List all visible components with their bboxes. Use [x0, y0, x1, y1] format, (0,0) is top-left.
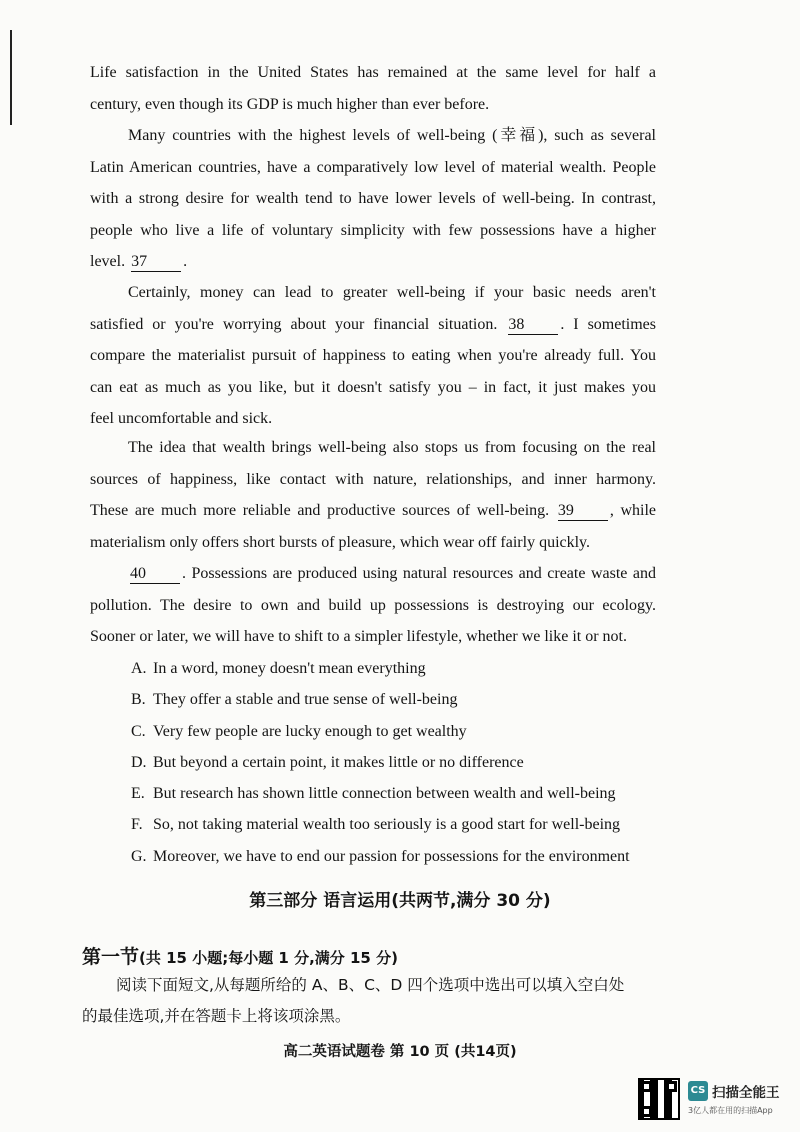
camscanner-tagline: 3亿人都在用的扫描App	[688, 1106, 773, 1115]
blank-40: 40	[130, 565, 180, 584]
passage-paragraph-3	[90, 277, 656, 435]
blank-39: 39	[558, 502, 608, 521]
text-segment: . Possessions are produced using natural resources and create waste and	[182, 565, 656, 582]
margin-mark	[10, 30, 12, 125]
camscanner-logo-icon: CS	[688, 1081, 708, 1101]
passage-line: Sooner or later, we will have to shift to a simpler lifestyle, whether we like it or not.	[90, 628, 627, 645]
option-letter: B.	[131, 691, 146, 709]
passage-paragraph-4	[90, 432, 656, 558]
passage-line: century, even though its GDP is much higher than ever before.	[90, 95, 490, 113]
passage-paragraph-1	[90, 57, 656, 120]
passage-line: materialism only offers short bursts of pleasure, which wear off fairly quickly.	[90, 533, 591, 551]
option-letter: G.	[131, 847, 147, 865]
option-text: So, not taking material wealth too seriously is a good start for well-being	[153, 816, 621, 834]
passage-line: Certainly, money can lead to greater well-being if your basic needs aren't	[128, 284, 656, 301]
blank-38: 38	[508, 316, 558, 335]
instruction-line-2: 的最佳选项,并在答题卡上将该项涂黑。	[82, 1007, 351, 1025]
text-segment: level.	[90, 253, 126, 270]
passage-paragraph-5	[90, 558, 656, 653]
section-label: 第一节	[82, 946, 140, 968]
passage-line: feel uncomfortable and sick.	[90, 410, 273, 427]
passage-line: The idea that wealth brings well-being also stops us from focusing on the real	[128, 439, 656, 456]
option-text: Very few people are lucky enough to get wealthy	[153, 722, 467, 740]
text-segment: These are much more reliable and productive sources of well-being.	[90, 502, 550, 519]
option-text: In a word, money doesn't mean everything	[153, 660, 426, 677]
option-g	[131, 841, 691, 872]
option-letter: F.	[131, 816, 143, 834]
section-heading	[82, 942, 398, 969]
option-letter: C.	[131, 722, 146, 740]
option-b	[131, 684, 691, 715]
passage-line: can eat as much as you like, but it doesn't satisfy you – in fact, it just makes you	[90, 378, 656, 396]
passage-line: compare the materialist pursuit of happiness to eating when you're already full. You	[90, 347, 656, 364]
passage-line: pollution. The desire to own and build up possessions is destroying our ecology.	[90, 596, 656, 614]
option-text: But research has shown little connection between wealth and well-being	[153, 785, 616, 803]
instruction-line-1: 阅读下面短文,从每题所给的 A、B、C、D 四个选项中选出可以填入空白处	[116, 976, 625, 994]
answer-options	[131, 653, 691, 872]
option-text: But beyond a certain point, it makes little or no difference	[153, 753, 524, 771]
qr-code-icon	[638, 1078, 680, 1120]
passage-paragraph-2	[90, 120, 656, 278]
option-text: They offer a stable and true sense of well-being	[153, 691, 458, 709]
passage-line	[90, 495, 656, 527]
passage-line: Latin American countries, have a comparatively low level of material wealth. People	[90, 158, 656, 176]
option-letter: D.	[131, 753, 147, 771]
section-detail: (共 15 小题;每小题 1 分,满分 15 分)	[139, 949, 398, 967]
passage-line	[90, 309, 656, 341]
option-letter: E.	[131, 785, 145, 803]
option-e	[131, 778, 691, 809]
option-a	[131, 653, 691, 684]
passage-line	[90, 246, 656, 278]
text-segment: . I sometimes	[560, 315, 657, 333]
option-f	[131, 809, 691, 840]
passage-line: Life satisfaction in the United States has remained at the same level for half a	[90, 64, 656, 81]
part-title: 第三部分 语言运用(共两节,满分 30 分)	[249, 891, 551, 911]
passage-line: sources of happiness, like contact with nature, relationships, and inner harmony.	[90, 470, 656, 488]
option-text: Moreover, we have to end our passion for possessions for the environment	[153, 847, 630, 865]
camscanner-name: 扫描全能王	[712, 1085, 780, 1101]
passage-line: people who live a life of voluntary simplicity with few possessions have a higher	[90, 221, 656, 239]
passage-line	[90, 558, 656, 590]
text-segment: , while	[609, 502, 657, 519]
passage-line: with a strong desire for wealth tend to have lower levels of well-being. In contrast,	[90, 190, 656, 207]
scanner-watermark	[638, 1078, 788, 1122]
option-letter: A.	[131, 660, 147, 677]
blank-37: 37	[131, 253, 181, 272]
text-segment: satisfied or you're worrying about your financial situation.	[90, 315, 498, 333]
page-footer: 高二英语试题卷 第 10 页 (共14页)	[283, 1044, 517, 1060]
text-segment: .	[183, 253, 188, 270]
option-d	[131, 747, 691, 778]
passage-line: Many countries with the highest levels of well-being (幸福), such as several	[128, 127, 656, 144]
option-c	[131, 716, 691, 747]
